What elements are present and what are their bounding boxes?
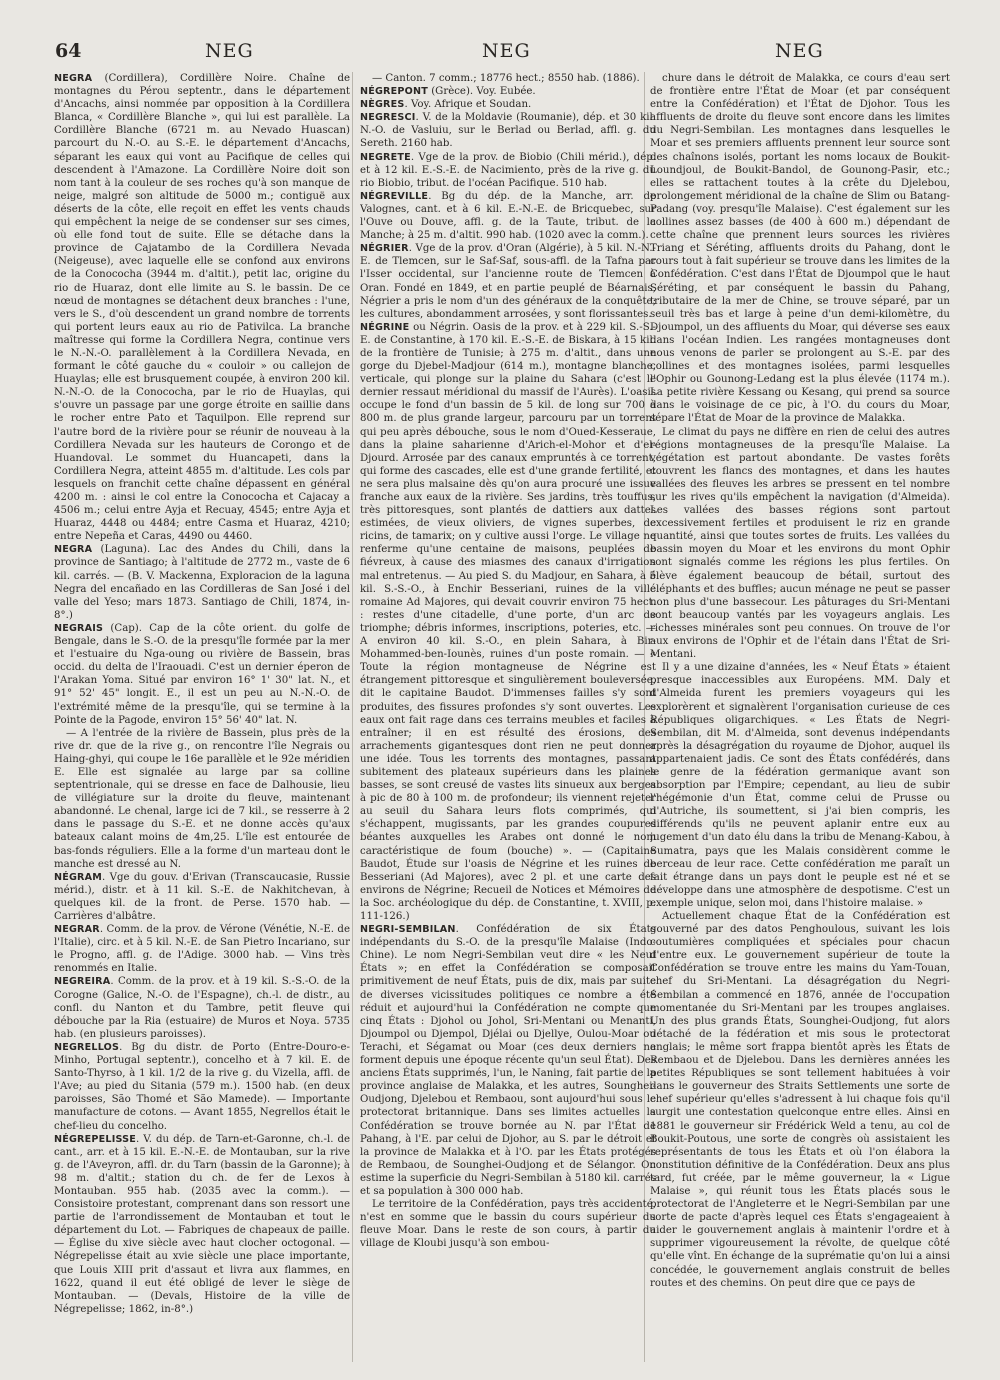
dictionary-entry bbox=[54, 975, 350, 1040]
entry-headword: NEGREIRA bbox=[54, 976, 111, 988]
entry-text: — Canton. 7 comm.; 18776 hect.; 8550 hab. (1886). bbox=[372, 73, 640, 84]
entry-headword: NEGRAIS bbox=[54, 622, 104, 634]
dictionary-entry bbox=[54, 622, 350, 727]
entry-text: . V. de la Moldavie (Roumanie), dép. et 30 kil. N.-O. de Vasluiu, sur le Berlad ou Berlad, affl. g. du Sereth. 2160 hab. bbox=[360, 112, 656, 150]
entry-headword: NEGRI-SEMBILAN bbox=[360, 924, 456, 936]
entry-headword: NÉGRAM bbox=[54, 871, 103, 883]
dictionary-entry bbox=[360, 151, 656, 190]
entry-paragraph bbox=[650, 72, 950, 426]
entry-paragraph bbox=[650, 661, 950, 910]
dictionary-entry bbox=[360, 242, 656, 321]
dictionary-entry bbox=[360, 321, 656, 923]
entry-headword: NÉGRINE bbox=[360, 321, 410, 333]
entry-headword: NEGRETE bbox=[360, 151, 411, 163]
entry-text: . Bg du distr. de Porto (Entre-Douro-e-Minho, Portugal septentr.), concelho et à 7 kil. E. de Santo-Thyrso, à 1 kil. 1/2 de la rive g. du Vizella, affl. de l'Ave; au pied du Sitania (579 m.). 1500 hab. (en deux paroisses, São Thomé et São Mamede). — Importante manufacture de cotons. — Avant 1855, Negrellos était le chef-lieu du concelho. bbox=[54, 1041, 350, 1132]
entry-headword: NÉGREPELISSE bbox=[54, 1133, 137, 1145]
column-divider bbox=[352, 72, 353, 1362]
entry-text: . Vge de la prov. d'Oran (Algérie), à 5 kil. N.-N.-E. de Tlemcen, sur le Saf-Saf, sous-affl. de la Tafna par l'Isser occidental, sur l'ancienne route de Tlemcen à Oran. Fondé en 1849, et en partie peuplé de Béarnais, Négrier a pris le nom d'un des généraux de la conquête; les cultures, abondamment arrosées, y sont florissantes. bbox=[360, 243, 656, 320]
dictionary-entry bbox=[360, 85, 656, 98]
entry-headword: NÉGRIER bbox=[360, 243, 409, 255]
entry-text: (Cap). Cap de la côte orient. du golfe de Bengale, dans le S.-O. de la presqu'île formée par la mer et l'estuaire du Nga-oung ou rivière de Bassein, bras occid. du delta de l'Iraouadi. C'est un dernier éperon de l'Arakan Yoma. Situé par environ 16° 1' 30" lat. N., et 91° 52' 45" longit. E., il est un peu au N.-N.-O. de l'extrémité même de la presqu'île, qui se termine à la Pointe de la Pagode, environ 15° 56' 40" lat. N. bbox=[54, 622, 350, 726]
dictionary-entry bbox=[54, 871, 350, 923]
entry-headword: NÉGREVILLE bbox=[360, 190, 429, 202]
entry-headword: NEGRA bbox=[54, 544, 93, 556]
entry-paragraph bbox=[360, 1198, 656, 1250]
running-head-left: NEG bbox=[205, 40, 254, 62]
entry-text: Actuellement chaque État de la Confédération est gouverné par des datos Penghoulous, suivant les lois coutumières compliquées et spéciales pour chacun d'entre eux. Le gouvernement supérieur de toute la Confédération se trouve entre les mains du Yam-Touan, chef du Sri-Mentani. La désagrégation du Negri-Sembilan a commencé en 1876, année de l'occupation momentanée du Sri-Mentani par les troupes anglaises. Un des plus grands États, Sounghei-Oudjong, fut alors détaché de la fédération et mis sous le protectorat anglais; le même sort frappa bientôt après les États de Rembaou et de Djelebou. Dans les dernières années les petites Républiques se sont tellement habituées à voir dans le gouverneur des Straits Settlements une sorte de chef supérieur qu'elles s'adressent à lui chaque fois qu'il surgit une contestation quelconque entre elles. Ainsi en 1881 le gouverneur sir Frédérick Weld a tenu, au col de Boukit-Poutous, une sorte de congrès où assistaient les représentants de tous les États et où l'on élabora la constitution définitive de la Confédération. Deux ans plus tard, fut créée, par le même gouverneur, la « Ligue Malaise », qui réunit tous les États placés sous le protectorat de l'Angleterre et le Negri-Sembilan par une sorte de pacte d'après lequel ces États s'engageaient à aider le gouvernement anglais à maintenir l'ordre et à supprimer vigoureusement la révolte, de quelque côté qu'elle vînt. En échange de la suprématie qu'on lui a ainsi concédée, le gouvernement anglais construit de belles routes et des chemins. On peut dire que ce pays de bbox=[650, 911, 950, 1289]
entry-text: — A l'entrée de la rivière de Bassein, plus près de la rive dr. que de la rive g., on rencontre l'île Negrais ou Haing-ghyi, qui coupe le 16e parallèle et le 92e méridien E. Elle est signalée au large par sa colline septentrionale, qui se dresse en face de Dalhousie, lieu de villégiature sur la droite du fleuve, maintenant abandonné. Le chenal, large ici de 7 kil., se resserre à 2 dans le passage du S.-E. et ne donne accès qu'aux bateaux calant moins de 4m,25. L'île est entourée de bas-fonds réguliers. Elle a la forme d'un marteau dont le manche est dressé au N. bbox=[54, 727, 350, 870]
dictionary-entry bbox=[54, 923, 350, 975]
entry-text: chure dans le détroit de Malakka, ce cours d'eau sert de frontière entre l'État de Moar (et par conséquent entre la Confédération) et l'État de Djohor. Tous les affluents de droite du fleuve sont encore dans les limites du Negri-Sembilan. Les montagnes dans lesquelles le Moar et ses premiers affluents prennent leur source sont des chaînons isolés, portant les noms locaux de Boukit-Loundjoul, de Boukit-Bandol, de Gounong-Pasir, etc.; elles se rattachent toutes à la crête du Djelebou, prolongement méridional de la chaîne de Slim ou Batang-Padang (voy. presqu'île Malaise). C'est également sur les collines assez basses (de 400 à 600 m.) dépendant de cette chaîne que prennent leurs sources les rivières Triang et Séréting, affluents droits du Pahang, dont le cours tout à fait supérieur se trouve dans les limites de la Confédération. C'est dans l'État de Djoumpol que le haut Séréting, et par conséquent le bassin du Pahang, tributaire de la mer de Chine, se trouve séparé, par un seuil très bas et large à peine d'un demi-kilomètre, du Djoumpol, un des affluents du Moar, qui déverse ses eaux dans l'océan Indien. Les rangées montagneuses dont nous venons de parler se prolongent au S.-E. par des collines et des montagnes isolées, parmi lesquelles l'Ophir ou Gounong-Ledang est la plus élevée (1174 m.). La petite rivière Kessang ou Kesang, qui prend sa source dans le voisinage de ce pic, à l'O. du cours du Moar, sépare l'État de Moar de la province de Malakka. bbox=[650, 73, 950, 425]
entry-headword: NEGRAR bbox=[54, 924, 100, 936]
dictionary-entry bbox=[360, 190, 656, 242]
page-number: 64 bbox=[55, 40, 82, 62]
entry-text: (Laguna). Lac des Andes du Chili, dans la province de Santiago; à l'altitude de 2772 m., vaste de 6 kil. carrés. — (B. V. Mackenna, Exploracion de la laguna Negra del encañado en las Cordilleras de San José i del valle del Yeso; mars 1873. Santiago de Chili, 1874, in-8°.) bbox=[54, 544, 350, 621]
entry-text: . V. du dép. de Tarn-et-Garonne, ch.-l. de cant., arr. et à 15 kil. E.-N.-E. de Montauban, sur la rive g. de l'Aveyron, affl. dr. du Tarn (bassin de la Garonne); à 98 m. d'altit.; station du ch. de fer de Lexos à Montauban. 955 hab. (2035 avec la comm.). — Consistoire protestant, comprenant dans son ressort une partie de l'arrondissement de Montauban et tout le département du Lot. — Fabriques de chapeaux de paille. — Église du xive siècle avec haut clocher octogonal. — Négrepelisse était au xvie siècle une place importante, que Louis XIII prit d'assaut et livra aux flammes, en 1622, quand il eut été obligé de lever le siège de Montauban. — (Devals, Histoire de la ville de Négrepelisse; 1862, in-8°.) bbox=[54, 1133, 350, 1315]
entry-paragraph bbox=[650, 426, 950, 662]
running-head-center: NEG bbox=[482, 40, 531, 62]
running-head-right: NEG bbox=[775, 40, 824, 62]
entry-text: . Confédération de six États indépendants du S.-O. de la presqu'île Malaise (Indo-Chine). Le nom Negri-Sembilan veut dire « les Neuf États »; en effet la Confédération se composait primitivement de neuf États, puis de dix, mais par suite de diverses vicissitudes politiques ce nombre a été réduit et aujourd'hui la Confédération ne compte que cinq États : Djohol ou Johol, Sri-Mentani ou Menanti, Djoumpol ou Djempol, Djélai ou Djellye, Oulou-Moar ou Terachi, et Ségamat ou Moar (ces deux derniers ne forment depuis une époque récente qu'un seul État). Des anciens États supprimés, l'un, le Naning, fait partie de la province anglaise de Malakka, et les autres, Sounghei-Oudjong, Djelebou et Rembaou, sont aujourd'hui sous le protectorat britannique. Dans ses limites actuelles la Confédération se trouve bornée au N. par l'État de Pahang, à l'E. par celui de Djohor, au S. par le détroit et la province de Malakka et à l'O. par les États protégés de Rembaou, de Sounghei-Oudjong et de Sélangor. On estime la superficie du Negri-Sembilan à 5180 kil. carrés et sa population à 300 000 hab. bbox=[360, 924, 656, 1197]
dictionary-entry bbox=[360, 111, 656, 150]
entry-headword: NÉGREPONT bbox=[360, 86, 428, 98]
entry-headword: NEGRELLOS bbox=[54, 1041, 120, 1053]
entry-paragraph bbox=[54, 727, 350, 871]
entry-text: (Cordillera), Cordillère Noire. Chaîne de montagnes du Pérou septentr., dans le département d'Ancachs, ainsi nommée par opposition à la Cordillera Blanca, « Cordillère Blanche », qui lui est parallèle. La Cordillère Blanche (6721 m. au Nevado Huascan) parcourt du N.-O. au S.-E. le département d'Ancachs, séparant les eaux qui vont au Pacifique de celles qui descendent à l'Amazone. La Cordillère Noire doit son nom tant à la couleur de ses roches qu'à son manque de neige, malgré son altitude de 5000 m.; contiguë aux déserts de la côte, elle reçoit en effet les vents chauds qui empêchent la neige de se condenser sur ses cimes, où elle fond tout de suite. Elle se détache dans la province de Cajatambo de la Cordillera Nevada (Neigeuse), avec laquelle elle se confond aux environs de la Conococha (3944 m. d'altit.), petit lac, origine du rio de Huaraz, dont elle limite au S. le bassin. De ce nœud de montagnes se détachent deux branches : l'une, vers le S., d'où descendent un grand nombre de torrents qui portent leurs eaux au rio de Pativilca. La branche maîtresse qui forme la Cordillera Negra, continue vers le N.-N.-O. parallèlement à la Cordillera Nevada, en formant le côté gauche du « couloir » ou callejon de Huaylas; elle est brusquement coupée, à environ 200 kil. N.-N.-O. de la Conococha, par le rio de Huaylas, qui s'ouvre un passage par une gorge étroite en saillie dans le rocher entre Pato et Taquilpon. Elle reprend sur l'autre bord de la rivière pour se réunir de nouveau à la Cordillera Nevada sur les hauteurs de Corongo et de Huandoval. Le sommet du Huancapeti, dans la Cordillera Negra, atteint 4855 m. d'altitude. Les cols par lesquels on franchit cette chaîne dépassent en général 4200 m. : ainsi le col entre la Conococha et Cajacay a 4506 m.; celui entre Ayja et Recuay, 4545; entre Ayja et Huaraz, 4448 ou 4484; entre Casma et Huaraz, 4210; entre Nepeña et Caras, 4490 ou 4460. bbox=[54, 73, 350, 543]
text-column-1 bbox=[54, 72, 350, 1362]
dictionary-entry bbox=[54, 1041, 350, 1133]
text-column-3 bbox=[650, 72, 950, 1362]
entry-text: . Comm. de la prov. et à 19 kil. S.-S.-O. de la Corogne (Galice, N.-O. de l'Espagne), ch.-l. de distr., au confl. du Nanton et du Tambre, petit fleuve qui débouche par la Ria (estuaire) de Muros et Noya. 5735 hab. (en plusieurs paroisses). bbox=[54, 976, 350, 1040]
dictionary-entry bbox=[54, 1133, 350, 1316]
entry-text: . Comm. de la prov. de Vérone (Vénétie, N.-E. de l'Italie), circ. et à 5 kil. N.-E. de San Pietro Incariano, sur le Progno, affl. g. de l'Adige. 3000 hab. — Vins très renommés en Italie. bbox=[54, 924, 350, 975]
entry-paragraph bbox=[360, 72, 656, 85]
entry-text: ou Négrin. Oasis de la prov. et à 229 kil. S.-S.-E. de Constantine, à 170 kil. E.-S.-E. de Biskara, à 15 kil. de la frontière de Tunisie; à 275 m. d'altit., dans une gorge du Djebel-Madjour (614 m.), montagne blanche, verticale, qui plonge sur la plaine du Sahara (c'est le dernier ressaut méridional du massif de l'Aurès). L'oasis occupe le fond d'un bassin de 5 kil. de long sur 700 à 800 m. de plus grande largeur, parcouru par un torrent qui peu après débouche, sous le nom d'Oued-Kesseraue, dans la plaine saharienne d'Arich-el-Mohor et d'el-Djourd. Arrosée par des canaux empruntés à ce torrent, qui forme des cascades, elle est d'une grande fertilité, et ne sera plus malsaine dès qu'on aura procuré une issue franche aux eaux de la rivière. Ses jardins, très touffus, très pittoresques, sont plantés de dattiers aux dattes estimées, de vieux oliviers, de vignes superbes, de ricins, de tamarix; on y cultive aussi l'orge. Le village ne renferme qu'une centaine de maisons, peuplées de fiévreux, à cause des miasmes des canaux d'irrigation mal entretenus. — Au pied S. du Madjour, en Sahara, à 5 kil. S.-S.-O., à Enchir Besseriani, ruines de la ville romaine Ad Majores, qui devait couvrir environ 75 hect. : restes d'une citadelle, d'une porte, d'un arc de triomphe; débris informes, inscriptions, poteries, etc. — A environ 40 kil. S.-O., en plein Sahara, à Bir-Mohammed-ben-Iounès, ruines d'un poste romain. — « Toute la région montagneuse de Négrine est étrangement pittoresque et singulièrement bouleversée, dit le capitaine Baudot. D'immenses failles s'y sont produites, des fissures profondes s'y sont ouvertes. Les eaux ont fait rage dans ces terrains meubles et faciles à entraîner; il en est résulté des érosions, des arrachements gigantesques dont rien ne peut donner une idée. Tous les torrents des montagnes, passant subitement des plateaux supérieurs dans les plaines basses, se sont creusé de vastes lits sinueux aux berges à pic de 80 à 100 m. de profondeur; ils viennent rejeter au seuil du Sahara leurs flots comprimés, qui s'échappent, mugissants, par les grandes coupures béantes auxquelles les Arabes ont donné le nom caractéristique de foum (bouche) ». — (Capitaine Baudot, Étude sur l'oasis de Négrine et les ruines de Besseriani (Ad Majores), avec 2 pl. et une carte des environs de Négrine; Recueil de Notices et Mémoires de la Soc. archéologique du dép. de Constantine, t. XVIII, p. 111-126.) bbox=[360, 321, 656, 922]
entry-text: . Bg du dép. de la Manche, arr. de Valognes, cant. et à 6 kil. E.-N.-E. de Bricquebec, sur l'Ouve ou Douve, affl. g. de la Taute, tribut. de la Manche; à 25 m. d'altit. 990 hab. (1020 avec la comm.). bbox=[360, 190, 656, 242]
entry-headword: NÈGRES bbox=[360, 99, 405, 111]
dictionary-entry bbox=[360, 923, 656, 1198]
dictionary-entry bbox=[54, 72, 350, 543]
entry-headword: NEGRESCI bbox=[360, 112, 416, 124]
entry-text: (Grèce). Voy. Eubée. bbox=[427, 86, 536, 98]
entry-text: Le climat du pays ne diffère en rien de celui des autres régions montagneuses de la presqu'île Malaise. La végétation est partout abondante. De vastes forêts couvrent les flancs des montagnes, et dans les hautes vallées des fleuves les arbres se pressent en tel nombre sur les rives qu'ils empêchent la navigation (d'Almeida). Les vallées des basses régions sont partout excessivement fertiles et produisent le riz en grande quantité, ainsi que toutes sortes de fruits. Les vallées du bassin moyen du Moar et les environs du mont Ophir sont signalés comme les régions les plus fertiles. On élève également beaucoup de bétail, surtout des éléphants et des buffles; aucun ménage ne peut se passer non plus d'une bassecour. Les pâturages du Sri-Mentani sont beaucoup vantés par les voyageurs anglais. Les richesses minérales sont peu connues. On trouve de l'or aux environs de l'Ophir et de l'étain dans l'État de Sri-Mentani. bbox=[650, 426, 950, 661]
dictionary-entry bbox=[54, 543, 350, 622]
text-column-2 bbox=[360, 72, 656, 1362]
dictionary-entry bbox=[360, 98, 656, 111]
entry-text: Le territoire de la Confédération, pays très accidenté, n'est en somme que le bassin du cours supérieur du fleuve Moar. Dans le reste de son cours, à partir du village de Kloubi jusqu'à son embou- bbox=[360, 1199, 656, 1250]
entry-text: Il y a une dizaine d'années, les « Neuf États » étaient presque inaccessibles aux Européens. MM. Daly et d'Almeida furent les premiers voyageurs qui les explorèrent et signalèrent l'organisation curieuse de ces Républiques oligarchiques. « Les États de Negri-Sembilan, dit M. d'Almeida, sont devenus indépendants après la désagrégation du royaume de Djohor, auquel ils appartenaient jadis. Ce sont des États confédérés, dans le genre de la fédération germanique avant son absorption par l'Empire; cependant, au lieu de subir l'hégémonie d'un État, comme celui de Prusse ou d'Autriche, ils soumettent, si j'ai bien compris, les différends qu'ils ne peuvent aplanir entre eux au jugement d'un dato élu dans la tribu de Menang-Kabou, à Sumatra, pays que les Malais considèrent comme le berceau de leur race. Cette confédération me paraît un fait étrange dans un pays dont le peuple est né et se développe dans une atmosphère de despotisme. C'est un exemple unique, selon moi, dans l'histoire malaise. » bbox=[650, 662, 950, 909]
entry-text: . Vge de la prov. de Biobio (Chili mérid.), dép. et à 12 kil. E.-S.-E. de Nacimiento, près de la rive g. du rio Biobio, tribut. de l'océan Pacifique. 510 hab. bbox=[360, 151, 656, 189]
entry-text: . Voy. Afrique et Soudan. bbox=[404, 99, 532, 111]
entry-paragraph bbox=[650, 910, 950, 1290]
entry-text: . Vge du gouv. d'Erivan (Transcaucasie, Russie mérid.), distr. et à 11 kil. S.-E. de Nakhitchevan, à quelques kil. de la front. de Perse. 1570 hab. — Carrières d'albâtre. bbox=[54, 871, 350, 922]
entry-headword: NEGRA bbox=[54, 73, 93, 84]
